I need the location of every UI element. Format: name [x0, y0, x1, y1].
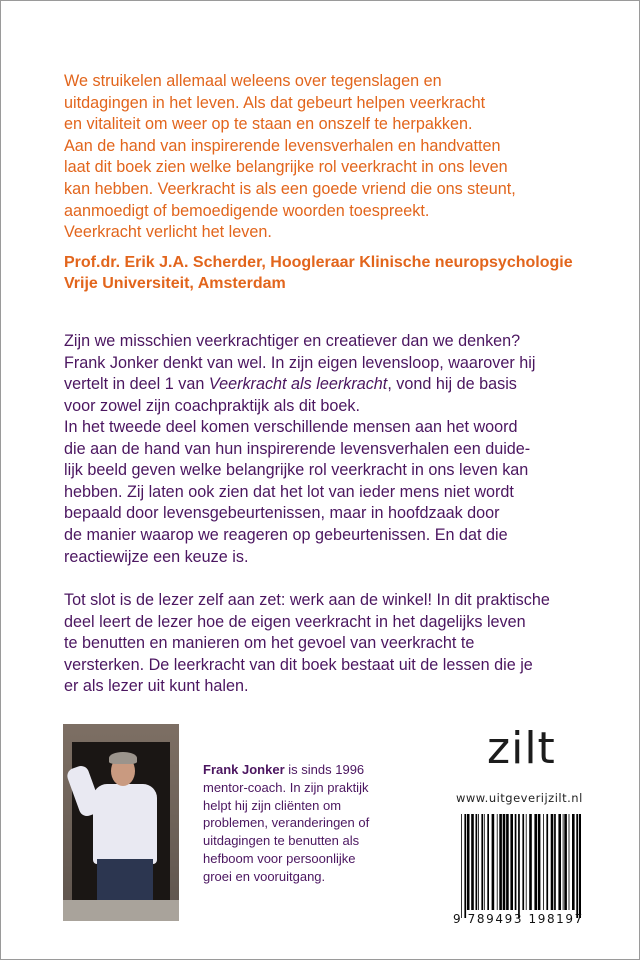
book-title: Veerkracht als leerkracht	[208, 375, 388, 394]
body-paragraph-1	[64, 331, 604, 417]
barcode-bar	[487, 814, 489, 910]
quote-line: en vitaliteit om weer op te staan en onszelf te herpakken.	[64, 115, 473, 134]
bio-line: problemen, veranderingen of	[203, 815, 370, 831]
barcode-bar	[579, 814, 581, 918]
body-line: er als lezer uit kunt halen.	[64, 677, 249, 696]
quote-line: uitdagingen in het leven. Als dat gebeurt helpen veerkracht	[64, 93, 486, 112]
barcode-bar	[471, 814, 474, 910]
body-paragraph-2	[64, 417, 604, 568]
barcode-bar	[538, 814, 541, 910]
body-paragraph-3	[64, 590, 604, 698]
body-text: , vond hij de basis	[387, 375, 517, 394]
barcode-bar	[478, 814, 479, 910]
barcode-bar	[551, 814, 554, 910]
barcode-bar	[554, 814, 556, 910]
body-line: voor zowel zijn coachpraktijk als dit boek.	[64, 396, 361, 415]
quote-line: We struikelen allemaal weleens over tegenslagen en	[64, 72, 442, 90]
barcode-bar	[461, 814, 462, 918]
photo-sill	[63, 900, 179, 921]
barcode-bar	[492, 814, 495, 910]
barcode-bar	[484, 814, 485, 910]
photo-hair	[109, 752, 137, 764]
author-photo	[63, 724, 179, 921]
barcode-bar	[481, 814, 483, 910]
body-line: de manier waarop we reageren op gebeurtenissen. En dat die	[64, 525, 508, 544]
barcode-bar	[467, 814, 470, 910]
barcode-bar	[497, 814, 498, 910]
bio-line: mentor-coach. In zijn praktijk	[203, 779, 369, 795]
barcode-bar	[572, 814, 575, 910]
attribution-line: Vrije Universiteit, Amsterdam	[64, 274, 286, 292]
barcode-bar	[576, 814, 578, 918]
barcode-bar	[522, 814, 524, 910]
barcode-bar	[564, 814, 567, 910]
body-line: reactiewijze een keuze is.	[64, 547, 249, 566]
bio-line: uitdagingen te benutten als	[203, 833, 360, 849]
barcode-bar	[503, 814, 506, 910]
body-line: deel leert de lezer hoe de eigen veerkracht in het dagelijks leven	[64, 612, 526, 631]
barcode-bar	[569, 814, 570, 910]
body-line: Frank Jonker denkt van wel. In zijn eigen levensloop, waarover hij	[64, 353, 536, 372]
barcode-bar	[499, 814, 502, 910]
bio-text: is sinds 1996	[284, 762, 365, 777]
body-line: bepaald door levensgebeurtenissen, maar in hoofdzaak door	[64, 504, 500, 523]
body-line: versterken. De leerkracht van dit boek bestaat uit de lessen die je	[64, 655, 533, 674]
quote-line: Veerkracht verlicht het leven.	[64, 223, 272, 242]
body-line: hebben. Zij laten ook zien dat het lot van ieder mens niet wordt	[64, 482, 514, 501]
barcode-bar	[464, 814, 466, 918]
photo-pants	[97, 859, 153, 901]
quote-line: Aan de hand van inspirerende levensverhalen en handvatten	[64, 136, 501, 155]
quote-attribution	[64, 253, 573, 294]
body-line	[64, 374, 604, 396]
bio-line: hefboom voor persoonlijke	[203, 850, 356, 866]
author-bio	[203, 761, 369, 886]
bio-line	[203, 761, 369, 779]
barcode-bar	[543, 814, 544, 910]
body-line: Zijn we misschien veerkrachtiger en creatiever dan we denken?	[64, 332, 521, 350]
bio-line: helpt hij zijn cliënten om	[203, 797, 342, 813]
body-text: vertelt in deel 1 van	[64, 375, 209, 394]
quote-line: laat dit boek zien welke belangrijke rol veerkracht in ons leven	[64, 158, 508, 177]
body-line: die aan de hand van hun inspirerende levensverhalen een duide-	[64, 439, 531, 458]
barcode-bar	[534, 814, 537, 910]
author-name: Frank Jonker	[203, 762, 285, 777]
endorsement-quote	[64, 71, 604, 244]
barcode-bar	[476, 814, 478, 910]
attribution-line: Prof.dr. Erik J.A. Scherder, Hoogleraar Klinische neuropsychologie	[64, 254, 573, 271]
barcode-bar	[563, 814, 564, 910]
publisher-url: www.uitgeverijzilt.nl	[456, 791, 583, 805]
barcode-bar	[510, 814, 513, 910]
barcode-icon	[461, 814, 581, 918]
quote-line: kan hebben. Veerkracht is als een goede vriend die ons steunt,	[64, 179, 516, 198]
body-line: te benutten en manieren om het gevoel van veerkracht te	[64, 634, 475, 653]
photo-shirt	[93, 784, 157, 864]
barcode-bar	[558, 814, 561, 910]
barcode-bar	[546, 814, 548, 910]
barcode-bar	[529, 814, 532, 910]
body-line: In het tweede deel komen verschillende mensen aan het woord	[64, 418, 518, 436]
isbn-number: 9 789493 198197	[453, 912, 584, 926]
barcode-bar	[506, 814, 509, 910]
quote-line: aanmoedigt of bemoedigende woorden toespreekt.	[64, 201, 430, 220]
bio-line: groei en vooruitgang.	[203, 868, 326, 884]
publisher-logo: zilt	[487, 723, 556, 774]
barcode-bar	[526, 814, 527, 910]
barcode-bar	[518, 814, 520, 918]
body-line: Tot slot is de lezer zelf aan zet: werk aan de winkel! In dit praktische	[64, 591, 550, 609]
body-line: lijk beeld geven welke belangrijke rol veerkracht in ons leven kan	[64, 461, 529, 480]
barcode-bar	[515, 814, 517, 910]
